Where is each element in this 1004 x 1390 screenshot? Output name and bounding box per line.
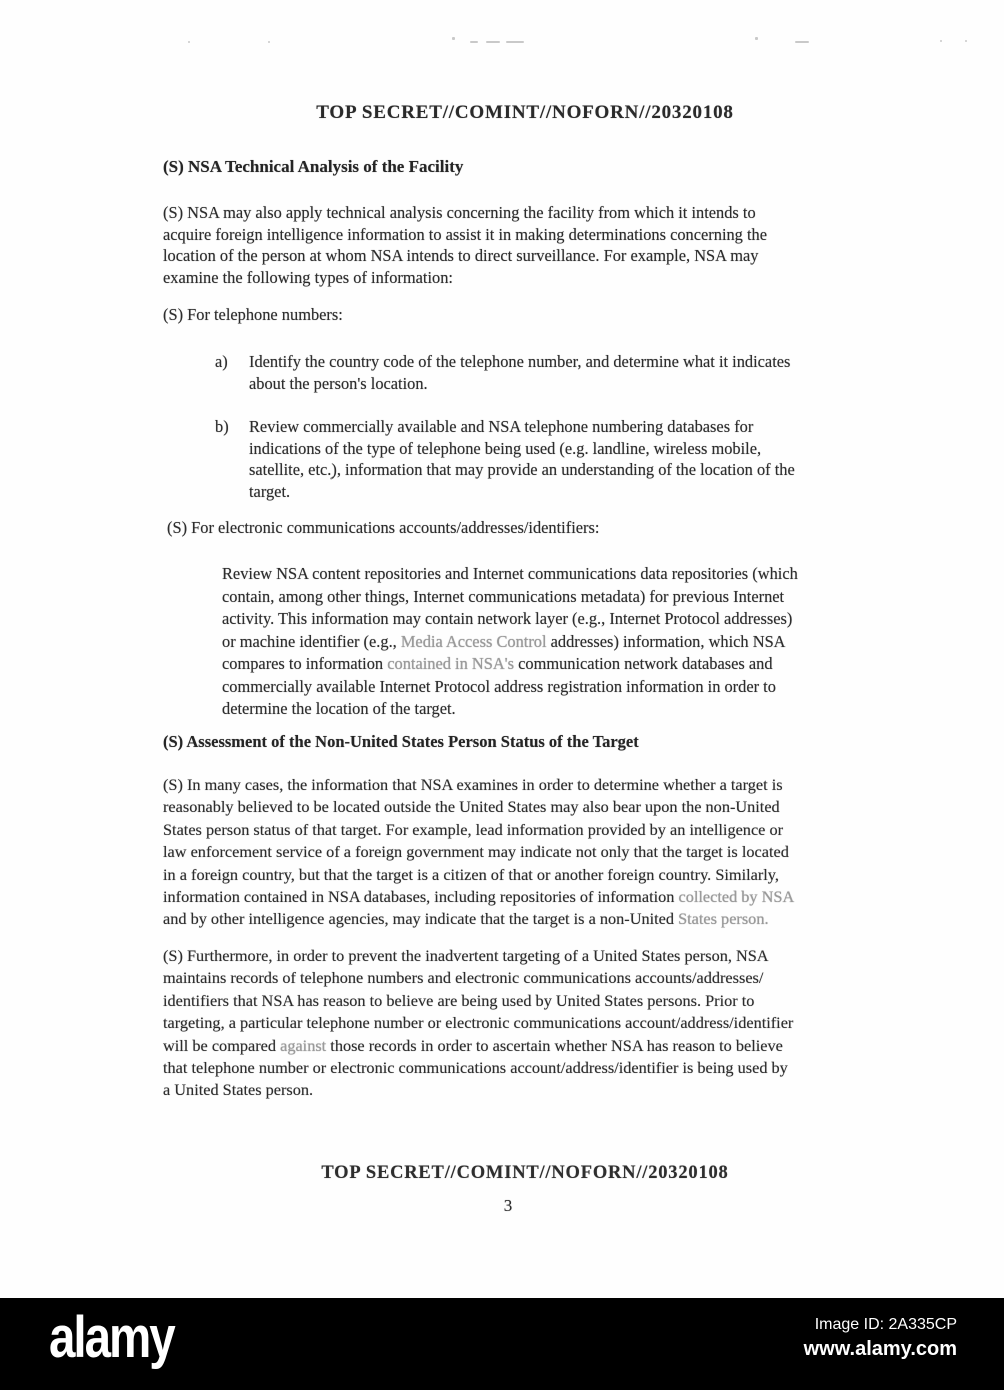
doc-line: Review NSA content repositories and Internet communications data repositories (which <box>222 564 798 583</box>
doc-line: compares to information contained in NSA's communication network databases and <box>222 654 773 673</box>
paragraph-technical-analysis <box>163 202 767 288</box>
page-number: 3 <box>503 1196 513 1215</box>
doc-line: (S) In many cases, the information that NSA examines in order to determine whether a target is <box>163 775 783 794</box>
paragraph-telephone-intro: (S) For telephone numbers: <box>163 305 343 324</box>
classification-header: TOP SECRET//COMINT//NOFORN//20320108 <box>316 102 734 123</box>
doc-line: maintains records of telephone numbers and electronic communications accounts/addresses/ <box>163 968 764 988</box>
doc-line: States person status of that target. For example, lead information provided by an intelligence or <box>163 819 784 839</box>
paragraph-electronic-intro: (S) For electronic communications accounts/addresses/identifiers: <box>167 518 600 537</box>
doc-line: determine the location of the target. <box>222 699 456 718</box>
doc-line: information contained in NSA databases, including repositories of information collected by NSA <box>163 887 795 907</box>
doc-line: (S) Furthermore, in order to prevent the inadvertent targeting of a United States person, NSA <box>163 946 769 965</box>
doc-line: acquire foreign intelligence information to assist it in making determinations concerning the <box>163 224 768 244</box>
alamy-watermark-bar <box>0 1298 1004 1390</box>
doc-line: location of the person at whom NSA intends to direct surveillance. For example, NSA may <box>163 246 759 266</box>
list-marker-a: a) <box>215 352 228 371</box>
doc-line: will be compared against those records in order to ascertain whether NSA has reason to believe <box>163 1035 783 1055</box>
image-id-text: Image ID: 2A335CP <box>814 1316 957 1333</box>
doc-line: commercially available Internet Protocol address registration information in order to <box>222 676 776 696</box>
doc-line: targeting, a particular telephone number or electronic communications account/address/identifier <box>163 1013 794 1033</box>
doc-line: examine the following types of information: <box>163 267 453 287</box>
list-marker-b: b) <box>215 417 229 436</box>
alamy-logo: alamy <box>49 1305 174 1370</box>
doc-line: about the person's location. <box>249 373 428 393</box>
list-item-a-text <box>249 351 790 394</box>
doc-line: identifiers that NSA has reason to believe are being used by United States persons. Prior to <box>163 990 755 1010</box>
doc-line: or machine identifier (e.g., Media Access Control addresses) information, which NSA <box>222 631 786 651</box>
section-heading-assessment: (S) Assessment of the Non-United States Person Status of the Target <box>163 732 639 751</box>
doc-line: that telephone number or electronic communications account/address/identifier is being used by <box>163 1058 788 1078</box>
classification-footer: TOP SECRET//COMINT//NOFORN//20320108 <box>321 1163 729 1183</box>
section-heading-technical-analysis: (S) NSA Technical Analysis of the Facility <box>163 157 464 176</box>
doc-line: indications of the type of telephone being used (e.g. landline, wireless mobile, <box>249 438 762 458</box>
doc-line: satellite, etc.), information that may provide an understanding of the location of the <box>249 460 795 480</box>
paragraph-furthermore <box>163 945 793 1102</box>
doc-line: (S) NSA may also apply technical analysis concerning the facility from which it intends to <box>163 203 756 222</box>
list-item-b-text <box>249 416 795 502</box>
list-item-b <box>215 416 795 502</box>
list-item-a <box>215 351 791 394</box>
doc-line: and by other intelligence agencies, may indicate that the target is a non-United States person. <box>163 909 769 929</box>
doc-line: law enforcement service of a foreign government may indicate not only that the target is located <box>163 842 789 862</box>
alamy-website-text: www.alamy.com <box>803 1338 957 1360</box>
paragraph-review-repositories <box>222 563 798 721</box>
alamy-attribution <box>804 1314 957 1362</box>
doc-line: activity. This information may contain network layer (e.g., Internet Protocol addresses) <box>222 609 793 628</box>
doc-line: in a foreign country, but that the target is a citizen of that or another foreign country. Similarly, <box>163 864 779 884</box>
doc-line: Review commercially available and NSA telephone numbering databases for <box>249 417 754 436</box>
paragraph-assessment <box>163 774 794 931</box>
doc-line: Identify the country code of the telephone number, and determine what it indicates <box>249 352 791 371</box>
doc-line: contain, among other things, Internet communications metadata) for previous Internet <box>222 586 785 606</box>
doc-line: target. <box>249 481 291 501</box>
doc-line: reasonably believed to be located outside the United States may also bear upon the non-United <box>163 797 780 817</box>
doc-line: a United States person. <box>163 1080 314 1100</box>
